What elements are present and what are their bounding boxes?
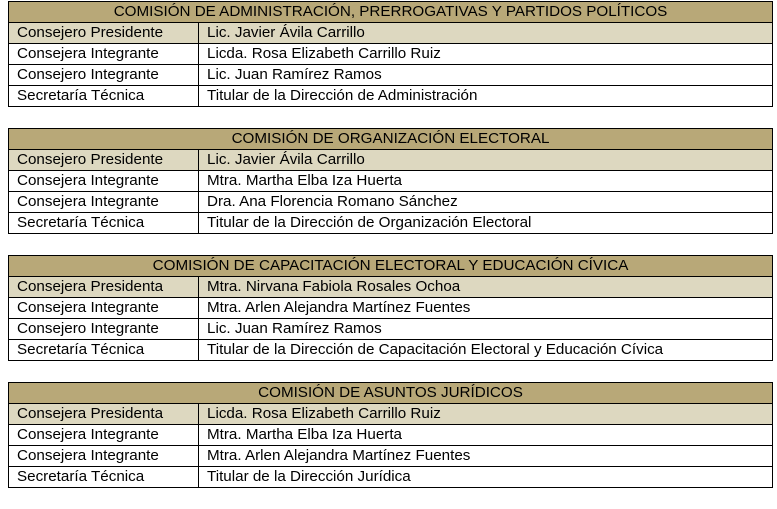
table-row bbox=[9, 446, 773, 467]
member-name-cell: Lic. Javier Ávila Carrillo bbox=[199, 150, 773, 171]
table-row bbox=[9, 44, 773, 65]
member-name-cell: Mtra. Martha Elba Iza Huerta bbox=[199, 425, 773, 446]
commission-title: COMISIÓN DE ADMINISTRACIÓN, PRERROGATIVAS Y PARTIDOS POLÍTICOS bbox=[9, 2, 773, 23]
commissions-document bbox=[8, 1, 772, 509]
table-row bbox=[9, 319, 773, 340]
member-name-cell: Mtra. Arlen Alejandra Martínez Fuentes bbox=[199, 298, 773, 319]
member-name-cell: Titular de la Dirección de Administración bbox=[199, 86, 773, 107]
member-name-cell: Titular de la Dirección de Organización Electoral bbox=[199, 213, 773, 234]
commission-table-capacitacion bbox=[8, 255, 773, 361]
table-row bbox=[9, 213, 773, 234]
member-name-cell: Mtra. Arlen Alejandra Martínez Fuentes bbox=[199, 446, 773, 467]
role-cell: Consejera Integrante bbox=[9, 425, 199, 446]
commission-title-row bbox=[9, 256, 773, 277]
role-cell: Consejera Integrante bbox=[9, 44, 199, 65]
commission-title-row bbox=[9, 129, 773, 150]
role-cell: Consejera Integrante bbox=[9, 298, 199, 319]
table-row bbox=[9, 298, 773, 319]
commission-table-administracion bbox=[8, 1, 773, 107]
table-row bbox=[9, 192, 773, 213]
member-name-cell: Titular de la Dirección Jurídica bbox=[199, 467, 773, 488]
table-row bbox=[9, 467, 773, 488]
table-row-president bbox=[9, 404, 773, 425]
role-cell: Consejera Presidenta bbox=[9, 404, 199, 425]
member-name-cell: Licda. Rosa Elizabeth Carrillo Ruiz bbox=[199, 44, 773, 65]
member-name-cell: Licda. Rosa Elizabeth Carrillo Ruiz bbox=[199, 404, 773, 425]
table-row bbox=[9, 425, 773, 446]
table-row bbox=[9, 171, 773, 192]
member-name-cell: Lic. Juan Ramírez Ramos bbox=[199, 319, 773, 340]
commission-table-juridicos bbox=[8, 382, 773, 488]
role-cell: Consejera Integrante bbox=[9, 446, 199, 467]
role-cell: Consejero Integrante bbox=[9, 319, 199, 340]
table-row-president bbox=[9, 277, 773, 298]
role-cell: Consejero Presidente bbox=[9, 150, 199, 171]
role-cell: Consejero Integrante bbox=[9, 65, 199, 86]
member-name-cell: Lic. Javier Ávila Carrillo bbox=[199, 23, 773, 44]
table-row bbox=[9, 340, 773, 361]
member-name-cell: Mtra. Nirvana Fabiola Rosales Ochoa bbox=[199, 277, 773, 298]
role-cell: Secretaría Técnica bbox=[9, 340, 199, 361]
role-cell: Consejera Presidenta bbox=[9, 277, 199, 298]
member-name-cell: Dra. Ana Florencia Romano Sánchez bbox=[199, 192, 773, 213]
commission-title: COMISIÓN DE ASUNTOS JURÍDICOS bbox=[9, 383, 773, 404]
member-name-cell: Mtra. Martha Elba Iza Huerta bbox=[199, 171, 773, 192]
role-cell: Consejero Presidente bbox=[9, 23, 199, 44]
table-row-president bbox=[9, 23, 773, 44]
role-cell: Secretaría Técnica bbox=[9, 213, 199, 234]
table-row bbox=[9, 86, 773, 107]
commission-table-organizacion bbox=[8, 128, 773, 234]
commission-title-row bbox=[9, 2, 773, 23]
member-name-cell: Lic. Juan Ramírez Ramos bbox=[199, 65, 773, 86]
role-cell: Secretaría Técnica bbox=[9, 467, 199, 488]
role-cell: Consejera Integrante bbox=[9, 171, 199, 192]
commission-title-row bbox=[9, 383, 773, 404]
table-row bbox=[9, 65, 773, 86]
commission-title: COMISIÓN DE CAPACITACIÓN ELECTORAL Y EDUCACIÓN CÍVICA bbox=[9, 256, 773, 277]
commission-title: COMISIÓN DE ORGANIZACIÓN ELECTORAL bbox=[9, 129, 773, 150]
member-name-cell: Titular de la Dirección de Capacitación Electoral y Educación Cívica bbox=[199, 340, 773, 361]
table-row-president bbox=[9, 150, 773, 171]
role-cell: Consejera Integrante bbox=[9, 192, 199, 213]
role-cell: Secretaría Técnica bbox=[9, 86, 199, 107]
